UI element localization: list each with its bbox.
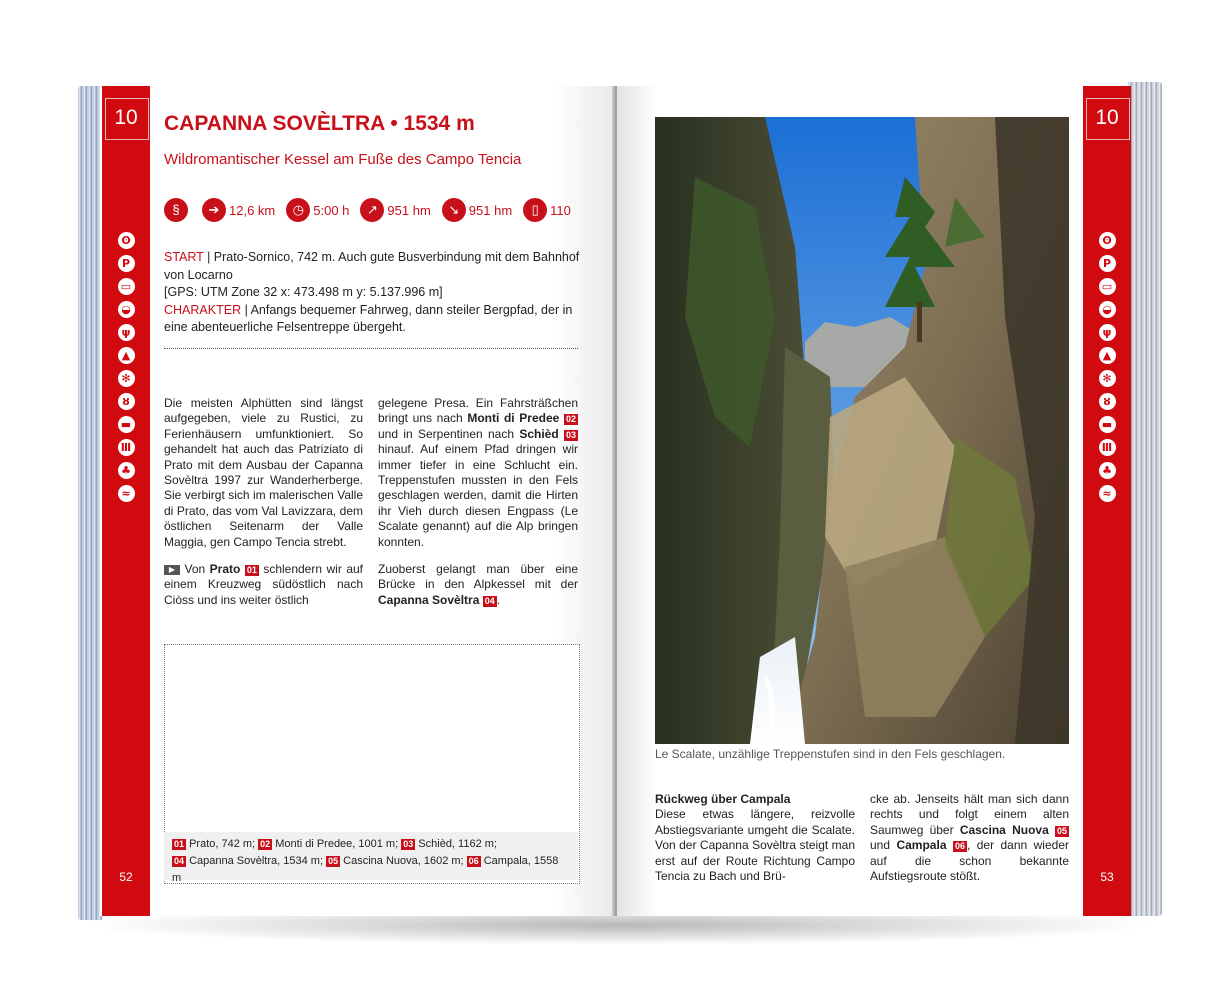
stat-ascent	[360, 198, 430, 222]
return-heading: Rückweg über Campala	[655, 792, 791, 806]
right-side-bar	[1083, 86, 1131, 916]
signpost-icon: ➔	[202, 198, 226, 222]
swimming-icon: ≈	[118, 485, 135, 502]
tree-icon: ♣	[118, 462, 135, 479]
place-name: Schièd	[519, 426, 559, 441]
mountain-icon: ▲	[118, 347, 135, 364]
text: cke ab. Jenseits hält man sich dann rechts und folgt einem alten Saumweg über	[870, 792, 1069, 837]
restaurant-icon: ψ	[118, 324, 135, 341]
text: und in Serpentinen nach	[378, 426, 520, 441]
page-subtitle: Wildromantischer Kessel am Fuße des Campo Tencia	[164, 151, 522, 168]
ascent-value: 951 hm	[387, 202, 431, 218]
body-column-1	[164, 396, 363, 620]
place-name: Capanna Sovèltra	[378, 592, 480, 607]
waypoint-badge: 01	[246, 565, 257, 576]
bicycle-icon: ȣ	[118, 393, 135, 410]
waypoint-badge: 02	[260, 839, 271, 849]
right-page	[617, 86, 1129, 916]
stat-route	[164, 198, 191, 222]
waypoint-badge: 05	[1056, 825, 1067, 836]
phone-icon: ▯	[523, 198, 547, 222]
text: Von	[180, 562, 210, 577]
waypoint-text: Cascina Nuova, 1602 m;	[343, 855, 467, 867]
left-side-bar	[102, 86, 150, 916]
waypoint-text: Campala, 1558 m	[172, 855, 559, 884]
museum-icon: Ⅲ	[118, 439, 135, 456]
waypoint-text: Schièd, 1162 m;	[418, 838, 497, 850]
charakter-text: | Anfangs bequemer Fahrweg, dann steiler Bergpfad, der in eine abenteuerliche Felsentreppe übergeht.	[164, 302, 573, 334]
place-name: Campala	[896, 838, 947, 853]
body-paragraph	[164, 562, 363, 608]
gorge-photo	[655, 117, 1069, 744]
snowflake-icon: ✻	[1099, 370, 1116, 387]
tour-number: 10	[1095, 106, 1119, 129]
body-paragraph	[378, 396, 578, 550]
charakter-label: CHARAKTER	[164, 302, 242, 317]
snowflake-icon: ✻	[118, 370, 135, 387]
food-pot-icon: ◒	[118, 301, 135, 318]
emergency-value: 110	[550, 202, 571, 218]
tour-stats	[164, 198, 582, 222]
distance-value: 12,6 km	[229, 202, 276, 218]
bus-icon: ▭	[118, 278, 135, 295]
bear-icon: ʘ	[118, 232, 135, 249]
waypoint-badge: 06	[468, 856, 479, 866]
text: hinauf. Auf einem Pfad dringen wir immer tiefer in eine Schlucht ein. Treppenstufen mussten in den Fels geschlagen werden, damit die Hirten ihr Vieh durch diesen Engpass (Le Scalate genannt) auf die Alp bringen konnten.	[378, 442, 578, 549]
body-column-2	[378, 396, 578, 620]
food-pot-icon: ◒	[1099, 301, 1116, 318]
bed-icon: ▬	[1099, 416, 1116, 433]
bear-icon: ʘ	[1099, 232, 1116, 249]
route-icon: §	[164, 198, 188, 222]
tour-number: 10	[114, 106, 138, 129]
restaurant-icon: ψ	[1099, 324, 1116, 341]
museum-icon: Ⅲ	[1099, 439, 1116, 456]
swimming-icon: ≈	[1099, 485, 1116, 502]
parking-icon: P	[1099, 255, 1116, 272]
page-edges-right	[1128, 82, 1162, 916]
waypoint-badge: 01	[174, 839, 185, 849]
waypoint-text: Prato, 742 m;	[189, 838, 259, 850]
waypoint-badge: 04	[484, 595, 495, 606]
stat-time	[286, 198, 349, 222]
page-title: CAPANNA SOVÈLTRA • 1534 m	[164, 112, 475, 135]
text: , der dann wieder auf die schon bekannte Aufstiegsroute stößt.	[870, 838, 1069, 884]
return-column-1	[655, 792, 855, 884]
bed-icon: ▬	[118, 416, 135, 433]
ascent-icon: ↗	[360, 198, 384, 222]
clock-icon: ◷	[286, 198, 310, 222]
stat-distance	[202, 198, 275, 222]
start-arrow-icon: ▶	[164, 565, 180, 575]
bus-icon: ▭	[1099, 278, 1116, 295]
side-icon-list	[1083, 232, 1131, 508]
descent-value: 951 hm	[468, 202, 513, 218]
waypoint-list	[164, 832, 578, 884]
start-text: | Prato-Sornico, 742 m. Auch gute Busverbindung mit dem Bahnhof von Locarno	[164, 250, 580, 282]
waypoint-badge: 04	[174, 856, 185, 866]
mountain-icon: ▲	[1099, 347, 1116, 364]
page-edges-left	[78, 86, 102, 920]
stat-descent	[442, 198, 512, 222]
text: und	[870, 838, 897, 853]
left-page	[100, 86, 615, 916]
place-name: Cascina Nuova	[959, 822, 1049, 837]
body-paragraph	[378, 562, 578, 608]
divider	[164, 348, 578, 349]
text: .	[496, 592, 501, 607]
gps-text: [GPS: UTM Zone 32 x: 473.498 m y: 5.137.996 m]	[164, 285, 443, 299]
waypoint-text: Capanna Sovèltra, 1534 m;	[189, 855, 327, 867]
waypoint-badge: 06	[954, 841, 965, 852]
return-text: Diese etwas längere, reizvolle Abstiegsvariante umgeht die Scalate. Von der Capanna Sovèltra steigt man erst auf der Route Richtung Campo Tencia zu Bach und Brü-	[655, 807, 855, 884]
waypoint-badge: 03	[403, 839, 414, 849]
time-value: 5:00 h	[313, 202, 350, 218]
start-info	[164, 249, 584, 337]
waypoint-text: Monti di Predee, 1001 m;	[275, 838, 402, 850]
bicycle-icon: ȣ	[1099, 393, 1116, 410]
waypoint-badge: 03	[565, 429, 576, 440]
left-page-number: 52	[119, 870, 133, 884]
waypoint-badge: 05	[328, 856, 339, 866]
stat-emergency	[523, 198, 571, 222]
text: gelegene Presa. Ein Fahrsträßchen bringt uns nach	[378, 396, 578, 426]
parking-icon: P	[118, 255, 135, 272]
gorge-illustration	[655, 117, 1069, 744]
place-name: Monti di Predee	[467, 411, 560, 426]
return-column-2	[870, 792, 1069, 884]
text: Zuoberst gelangt man über eine Brücke in den Alpkessel mit der	[378, 562, 578, 592]
waypoint-badge: 02	[565, 414, 576, 425]
photo-caption: Le Scalate, unzählige Treppenstufen sind in den Fels geschlagen.	[655, 747, 1006, 761]
text: schlendern wir auf einem Kreuzweg südöstlich nach Ciòss und ins weiter östlich	[164, 562, 363, 607]
start-label: START	[164, 250, 204, 264]
body-paragraph: Die meisten Alphütten sind längst aufgegeben, viele zu Rustici, zu Ferienhäusern umfunktioniert. So gehandelt hat auch das Patriziato di Prato mit dem Ausbau der Capanna Sovèltra 1997 zur Wanderherberge. Sie verbirgt sich im malerischen Valle di Prato, das vom Val Lavizzara, dem östlichen Seitenarm der Valle Maggia, gen Campo Tencia strebt.	[164, 396, 363, 549]
place-name: Prato	[209, 562, 241, 577]
right-page-number: 53	[1100, 870, 1114, 884]
descent-icon: ↘	[442, 198, 466, 222]
side-icon-list	[102, 232, 150, 508]
tree-icon: ♣	[1099, 462, 1116, 479]
